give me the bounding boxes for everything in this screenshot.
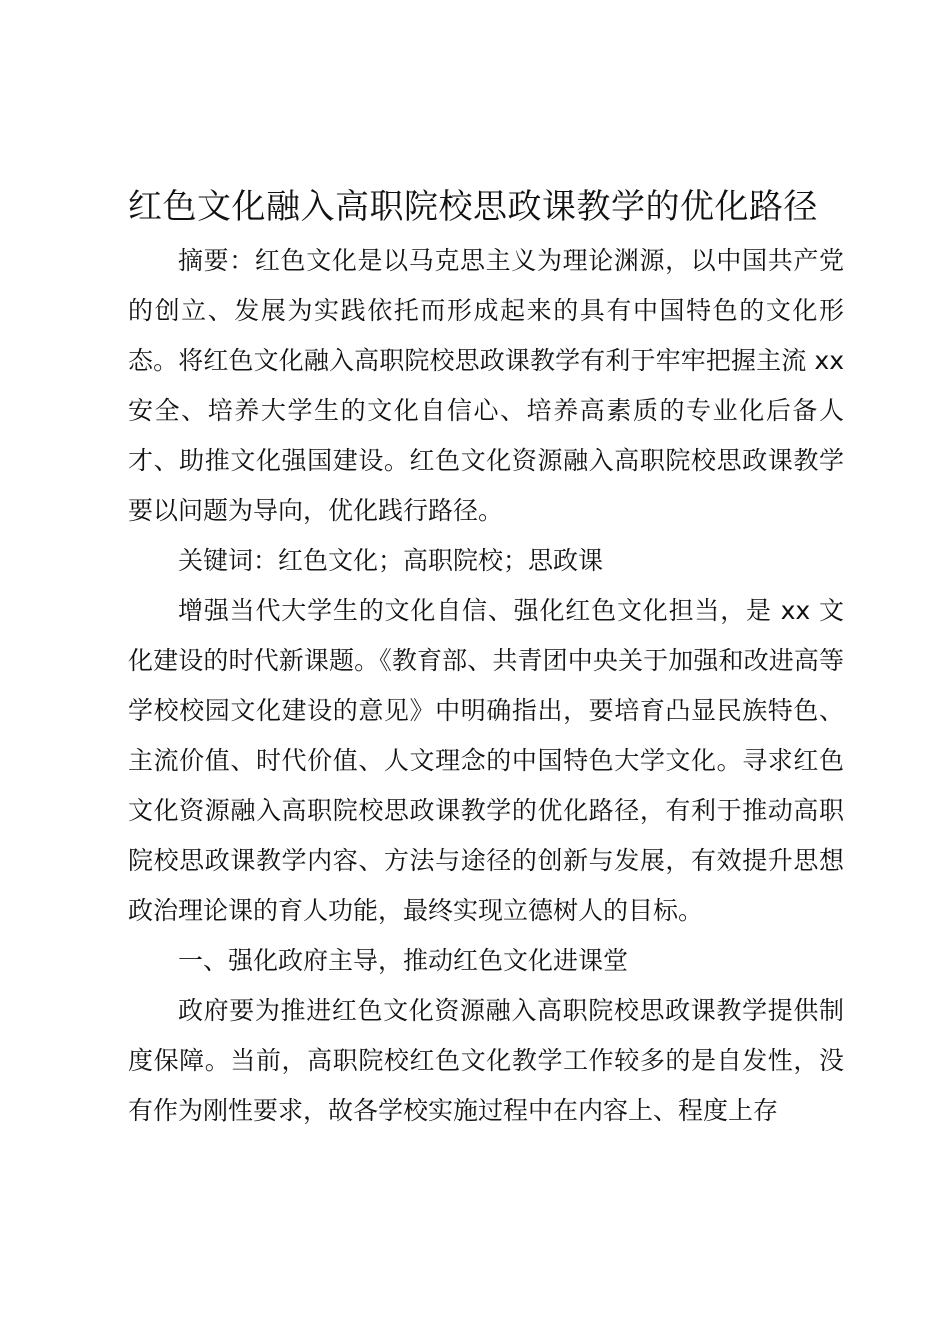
intro-paragraph: 增强当代大学生的文化自信、强化红色文化担当，是 xx 文化建设的时代新课题。《教育部、共青团中央关于加强和改进高等学校校园文化建设的意见》中明确指出，要培育凸显民族特色、主流价值、时代价值、人文理念的中国特色大学文化。寻求红色文化资源融入高职院校思政课教学的优化路径，有利于推动高职院校思政课教学内容、方法与途径的创新与发展，有效提升思想政治理论课的育人功能，最终实现立德树人的目标。 — [128, 596, 844, 925]
section-1-paragraph: 政府要为推进红色文化资源融入高职院校思政课教学提供制度保障。当前，高职院校红色文化教学工作较多的是自发性，没有作为刚性要求，故各学校实施过程中在内容上、程度上存 — [128, 996, 844, 1125]
document-page — [128, 178, 844, 1136]
keywords-line: 关键词：红色文化；高职院校；思政课 — [178, 546, 604, 575]
abstract-paragraph: 摘要：红色文化是以马克思主义为理论渊源，以中国共产党的创立、发展为实践依托而形成起来的具有中国特色的文化形态。将红色文化融入高职院校思政课教学有利于牢牢把握主流 xx 安全、培养大学生的文化自信心、培养高素质的专业化后备人才、助推文化强国建设。红色文化资源融入高职院校思政课教学要以问题为导向，优化践行路径。 — [128, 246, 844, 525]
section-heading-1: 一、强化政府主导，推动红色文化进课堂 — [178, 946, 629, 975]
document-title: 红色文化融入高职院校思政课教学的优化路径 — [128, 187, 818, 227]
